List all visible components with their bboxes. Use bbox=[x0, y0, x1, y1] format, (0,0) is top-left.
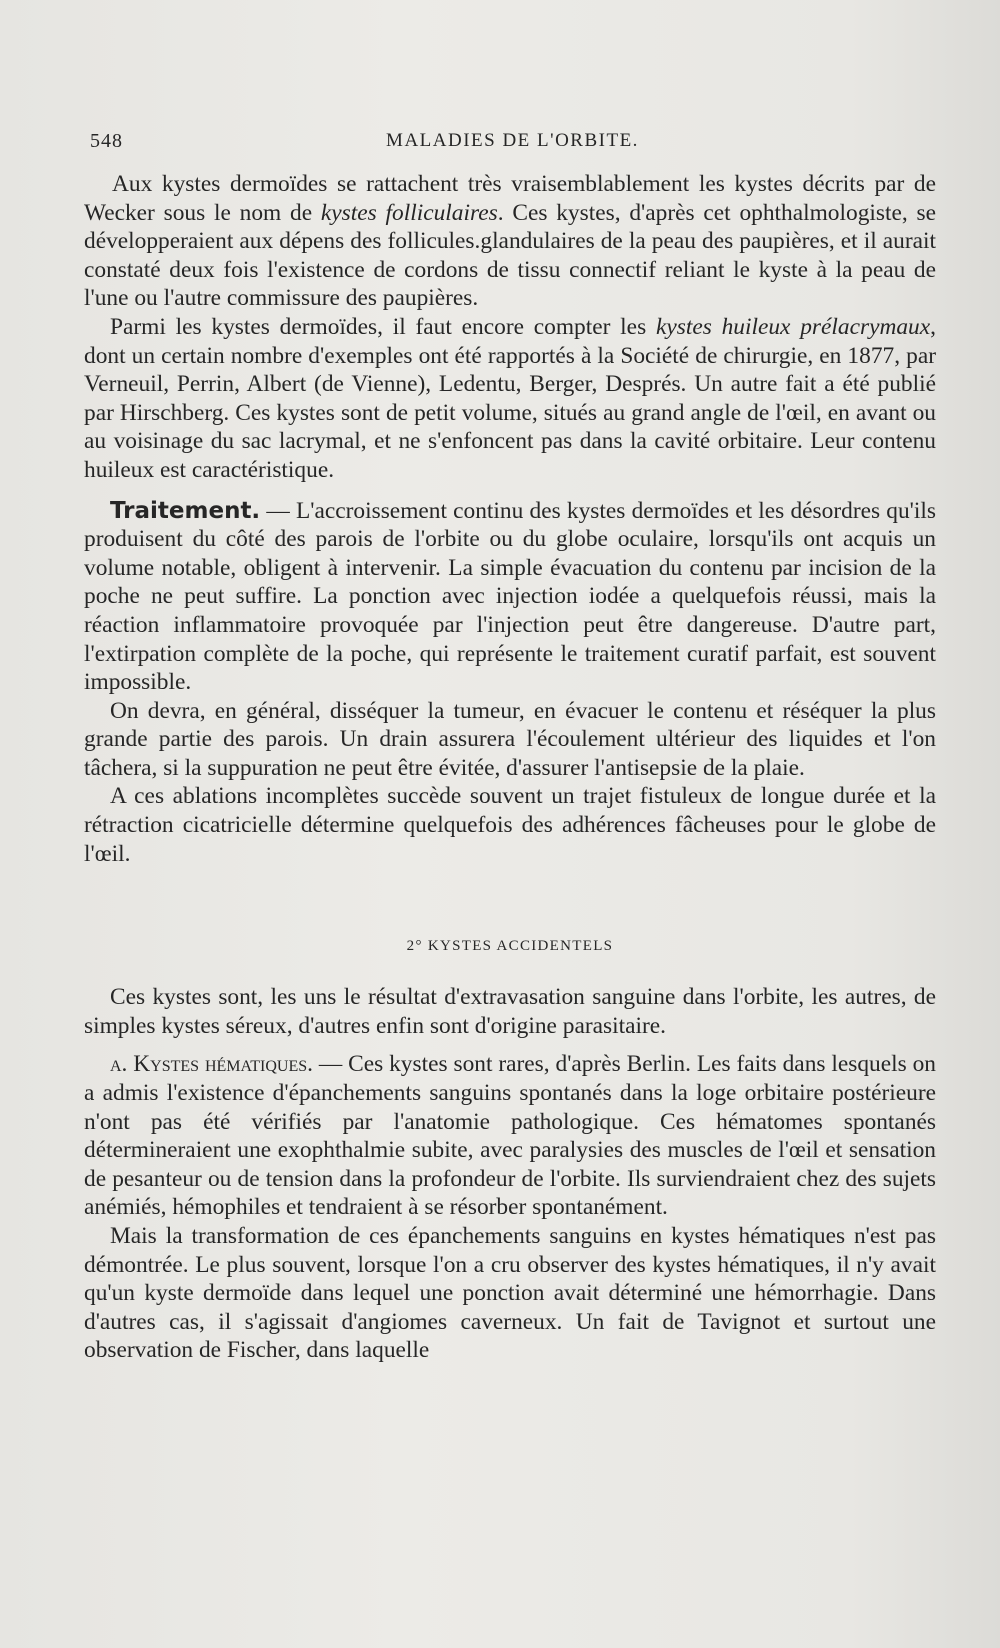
traitement-heading: Traitement. bbox=[110, 497, 261, 524]
paragraph-kystes-accidentels: Ces kystes sont, les uns le résultat d'extravasation sanguine dans l'orbite, les autres, de simples kystes séreux, d'autres enfin sont d'origine parasitaire. bbox=[84, 984, 936, 1039]
text-run: Aux kystes dermoïdes se rattachent très vraisemblablement les kystes décrits par de Wecker sous le nom de bbox=[84, 171, 936, 226]
paragraph-kystes-hematiques bbox=[84, 1050, 936, 1222]
italic-term: kystes folliculaires bbox=[320, 199, 498, 226]
text-run: Parmi les kystes dermoïdes, il faut encore compter les bbox=[110, 313, 656, 340]
page-header bbox=[90, 130, 935, 160]
text-run: . Ces kystes, d'après cet ophthalmologiste, se développeraient aux dépens des follicules.glandulaires de la peau des paupières, et il aurait constaté deux fois l'existence de cordons de tissu connectif reliant le kyste à la peau de l'une ou l'autre commissure des paupières. bbox=[84, 199, 936, 312]
running-head: MALADIES DE L'ORBITE. bbox=[386, 130, 639, 151]
paragraph-ablations: A ces ablations incomplètes succède souvent un trajet fistuleux de longue durée et la rétraction cicatricielle détermine quelquefois des adhérences fâcheuses pour le globe de l'œil. bbox=[84, 783, 936, 867]
page-number: 548 bbox=[90, 130, 123, 152]
paragraph-dissection: On devra, en général, disséquer la tumeur, en évacuer le contenu et réséquer la plus grande partie des parois. Un drain assurera l'écoulement ultérieur des liquides et l'on tâchera, si la suppuration ne peut être évitée, d'assurer l'antisepsie de la plaie. bbox=[84, 697, 936, 781]
paragraph-traitement bbox=[84, 497, 936, 697]
section-title: 2° KYSTES ACCIDENTELS bbox=[406, 938, 614, 955]
subsection-label: a. Kystes hématiques. bbox=[110, 1051, 314, 1078]
text-run: — Ces kystes sont rares, d'après Berlin. Les faits dans lesquels on a admis l'existence d'épanchements sanguins spontanés dans la loge orbitaire postérieure n'ont pas été vérifiés par l'anatomie pathologique. Ces hématomes spontanés détermineraient une exophthalmie subite, avec paralysies des muscles de l'œil et sensation de pesanteur ou de tension dans la profondeur de l'orbite. Ils surviendraient chez des sujets anémiés, hémophiles et tendraient à se résorber spontanément. bbox=[84, 1051, 936, 1221]
text-run: , dont un certain nombre d'exemples ont été rapportés à la Société de chirurgie, en 1877, par Verneuil, Perrin, Albert (de Vienne), Ledentu, Berger, Després. Un autre fait a été publié par Hirschberg. Ces kystes sont de petit volume, situés au grand angle de l'œil, en avant ou au voisinage du sac lacrymal, et ne s'enfoncent pas dans la cavité orbitaire. Leur contenu huileux est caractéristique. bbox=[84, 313, 936, 483]
paragraph-kystes-huileux bbox=[84, 313, 936, 485]
text-run: — L'accroissement continu des kystes dermoïdes et les désordres qu'ils produisent du côté des parois de l'orbite ou du globe oculaire, lorsqu'ils ont acquis un volume notable, obligent à intervenir. La simple évacuation du contenu par incision de la poche ne peut suffire. La ponction avec injection iodée a quelquefois réussi, mais la réaction inflammatoire provoquée par l'injection peut être dangereuse. D'autre part, l'extirpation complète de la poche, qui représente le traitement curatif parfait, est souvent impossible. bbox=[84, 497, 936, 696]
paragraph-transformation: Mais la transformation de ces épanchements sanguins en kystes hématiques n'est pas démontrée. Le plus souvent, lorsque l'on a cru observer des kystes hématiques, il n'y avait qu'un kyste dermoïde dans lequel une ponction avait déterminé une hémorrhagie. Dans d'autres cas, il s'agissait d'angiomes caverneux. Un fait de Tavignot et surtout une observation de Fischer, dans laquelle bbox=[84, 1223, 936, 1364]
italic-term: kystes huileux prélacrymaux bbox=[655, 313, 931, 340]
page-body bbox=[84, 170, 936, 1365]
paragraph-kystes-folliculaires bbox=[84, 170, 936, 313]
